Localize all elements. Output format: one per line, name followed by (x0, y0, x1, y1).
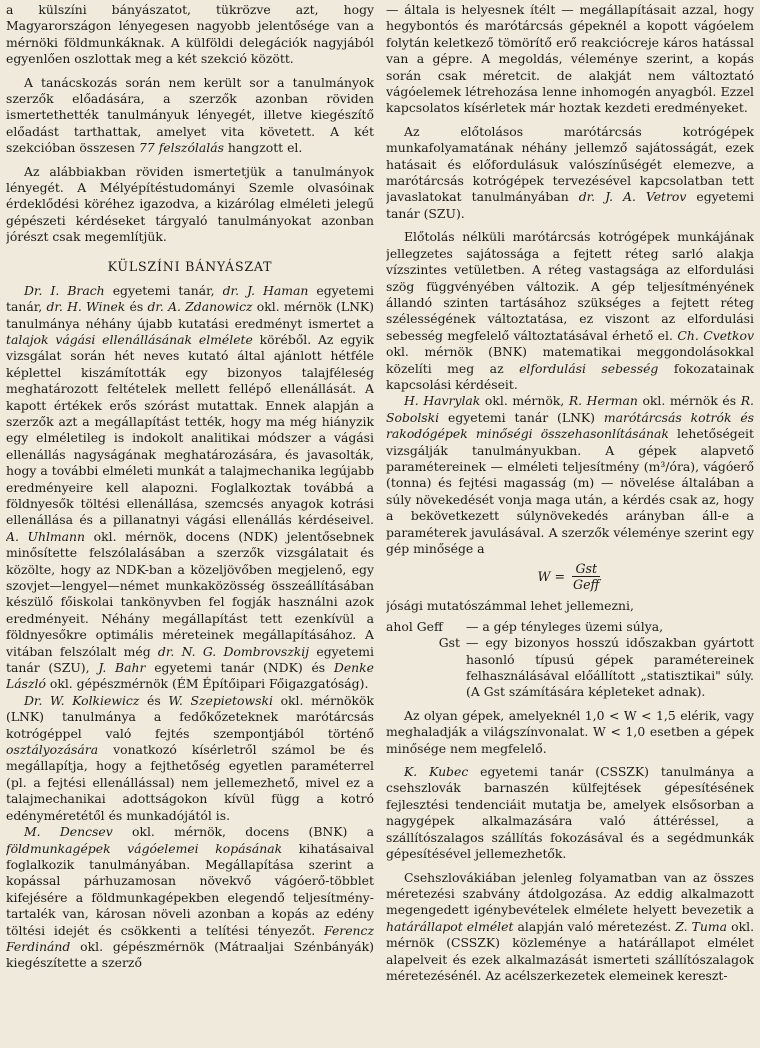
emphasis: dr. H. Winek (46, 299, 126, 315)
paragraph (386, 764, 754, 862)
emphasis: H. Havrylak (404, 393, 481, 409)
paragraph (386, 870, 754, 985)
text-run: egyetemi tanár (CSSZK) tanulmánya a csehszlovák barnaszén külfejtések gépesítésének fejlesztési tendenciáit mutatja be, amelyek elsősorban a nagygépek alkalmazására való áttéréssel, a szállítószalagos szállítás fokozásával és a segédmunkák gépesítésével jellemezhetők. (386, 764, 754, 862)
paragraph: — általa is helyesnek ítélt — megállapításait azzal, hogy hegybontós és marótárcsás gépeknél a kopott vágóelem folytán keletkező tömörítő erő reakciócreje káros hatással van a gépre. A megoldás, véleménye szerint, a kopás során csak méretcit. de alakját nem változtató vágóelemek létrehozása lenne inhomogén anyagból. Ezzel kapcsolatos kísérletek már hoztak kezdeti eredményeket. (386, 2, 754, 116)
text-run: Az előtolásos marótárcsás kotrógépek munkafolyamatának néhány jellemző sajátosságát, ezek hatásait és előfordulásuk valószínűségét elemezve, a marótárcsás kotrógépek tervezésével kapcsolatban tett javaslatokat tanulmányában (386, 123, 754, 205)
emphasis: Denke László (6, 660, 374, 692)
formula-lhs: W = (537, 569, 566, 585)
emphasis: dr. A. Zdanowicz (147, 299, 253, 315)
definition-term: Gst (438, 635, 460, 651)
formula-fraction (570, 561, 602, 592)
text-run: egyetemi tanár (SZU), (6, 643, 374, 676)
text-run: okl. gépészmérnök (Mátraaljai Szénbányák) kiegészítette a szerző (6, 938, 374, 971)
emphasis: W. Szepietowski (168, 692, 273, 708)
paragraph: Az olyan gépek, amelyeknél 1,0 < W < 1,5 elérik, vagy meghaladják a világszínvonalat. W < 1,0 esetben a gépek minősége nem megfelelő. (386, 707, 754, 756)
paragraph (6, 824, 374, 972)
paragraph (386, 393, 754, 557)
definition-desc: — a gép tényleges üzemi súlya, (466, 618, 664, 634)
emphasis: dr. N. G. Dombrovszkij (157, 643, 310, 659)
section-heading: KÜLSZÍNI BÁNYÁSZAT (107, 258, 273, 274)
text-run: okl. gépészmérnök (ÉM Építőipari Főigazgatóság). (45, 676, 369, 692)
definition-list (386, 619, 754, 701)
formula-numerator: Gst (572, 561, 600, 577)
formula-denominator: Geff (573, 577, 600, 593)
emphasis: osztályozására (6, 742, 99, 758)
emphasis: határállapot elmélet (386, 918, 514, 934)
paragraph: A tanácskozás során nem került sor a tanulmányok szerzők előadására, a szerzők azonban röviden ismertethették tanulmányuk lényegét, illetve kiegészítő előadást tarthattak, amelyet vita követett. A két szekcióban összesen 77 felszólalás hangzott el. (6, 74, 374, 156)
emphasis: Dr. I. Brach (24, 282, 105, 298)
text-run: és (139, 692, 169, 708)
text-run: köréből. Az egyik vizsgálat során hét neves kutató által ajánlott hétféle képlettel kiszámították egy bizonyos talajféleség meghatározott feltételek mellett fellépő ellenállását. A kapott értékek erős szórást mutattak. Ennek alapján a szerzők azt a megállapítást tették, hogy ma még hiányzik egy elméletileg is indokolt analitikai módszer a vágási ellenállás nagyságának meghatározására, és javasolták, hogy a további elméleti munkát a talajmechanika legújabb eredményeire kell alapozni. Foglalkoztak továbbá a földnyesők töltési ellenállása, szemcsés anyagok kotrási ellenállása és a pillanatnyi vágási ellenállás kérdéseivel. (6, 331, 374, 528)
quality-formula (386, 561, 754, 592)
text-run: okl. mérnök, docens (NDK) jelentősebnek minősítette felszólalásában a szerzők vizsgálatait és közölte, hogy az NDK-ban a közeljövőben megjelenő, egy szovjet—lengyel—német munkaközösség összeállításában készülő főiskolai tankönyvben fel fogják használni azok eredményeit. Néhány megállapítást tett ezenkívül a földnyesőkre optimális méreteinek megállapításához. A vitában felszólalt még (6, 528, 374, 659)
left-column (6, 2, 374, 1048)
paragraph: jósági mutatószámmal lehet jellemezni, (386, 598, 634, 614)
definition-row (386, 635, 754, 701)
paragraph: Az alábbiakban röviden ismertetjük a tanulmányok lényegét. A Mélyépítéstudományi Szemle olvasóinak érdeklődési köréhez igazodva, a kizárólag elméleti jelegű gépészeti kérdéseket tárgyaló tanulmányokat azonban jórészt csak megemlítjük. (6, 163, 374, 245)
emphasis: M. Dencsev (24, 824, 113, 840)
emphasis: földmunkagépek vágóelemei kopásának (6, 840, 283, 856)
text-run: vonatkozó kísérletről számol be és megállapítja, hogy a fejthetőség egyetlen paraméterrel (pl. a fejtési ellenállással) nem jellemezhető, mivel ez a talajmechanikai adottságokon kívül függ a kotró edényméretétől és munkadójától is. (6, 742, 374, 823)
paragraph: a külszíni bányászatot, tükrözve azt, hogy Magyarországon lényegesen nagyobb jelentősége van a mérnöki földmunkáknak. A külföldi delegációk nagyjából egyenlően oszlottak meg a két szekció között. (6, 2, 374, 67)
text-run: Csehszlovákiában jelenleg folyamatban van az összes méretezési szabvány átdolgozása. Az eddig alkalmazott megengedett igénybevételek elmélete helyett bevezetik a (386, 869, 754, 918)
emphasis: dr. J. A. Vetrov (578, 189, 687, 205)
text-run: alapján való méretezést. (513, 918, 676, 934)
emphasis: K. Kubec (404, 764, 469, 780)
definition-row (386, 619, 754, 635)
emphasis: dr. J. Haman (222, 282, 309, 298)
paragraph (6, 283, 374, 693)
text-run: kihatásaival foglalkozik tanulmányában. Megállapítása szerint a kopással párhuzamosan növekvő vágóerő-többlet kifejésére a földmunkagépekben elegendő teljesítmény-tartalék van, károsan növeli azonban a kopás az edény töltési idejét és csökkenti a telítési tényezőt. (6, 840, 374, 938)
text-run: egyetemi tanár (SZU). (386, 189, 754, 221)
text-run: fokozatainak kapcsolási kérdéseit. (386, 360, 754, 392)
definition-term: ahol Geff (386, 618, 443, 634)
text-run: egyetemi tanár (NDK) és (145, 660, 334, 676)
text-run: egyetemi tanár, (104, 282, 223, 298)
emphasis: Ch. Cvetkov (677, 327, 754, 343)
text-run: okl. mérnök (LNK) tanulmánya néhány újabb kutatási eredményt ismertet a (6, 299, 374, 331)
text-run: okl. mérnök, (480, 393, 569, 409)
emphasis: elfordulási sebesség (519, 360, 659, 376)
definition-desc: — egy bizonyos hosszú időszakban gyártott hasonló típusú gépek paramétereinek felhasználásával előállított „statisztikai" súly. (A Gst számítására képleteket adnak). (466, 635, 754, 700)
emphasis: 77 felszólalás (138, 140, 224, 156)
text-run: okl. mérnök és (637, 393, 741, 409)
text-run: és (125, 299, 148, 315)
text-run: egyetemi tanár, (6, 282, 374, 315)
paragraph (386, 229, 754, 393)
emphasis: talajok vágási ellenállásának elmélete (6, 331, 253, 347)
emphasis: R. Herman (568, 393, 638, 409)
text-run: okl. mérnök, docens (BNK) a (112, 824, 374, 840)
text-run: egyetemi tanár (LNK) (439, 409, 604, 425)
text-run: okl. mérnök (BNK) matematikai meggondolásokkal közelíti meg az (386, 344, 754, 376)
text-run: lehetőségeit vizsgálják tanulmányukban. A gépek alapvető paramétereinek — elméleti teljesítmény (m³/óra), vágóerő (tonna) és fejtési magasság (m) — növelése általában a súly növekedését vonja maga után, a kérdés csak az, hogy a bekövetkezett súlynövekedés arányban áll-e a paraméterek javulásával. A szerzők véleménye szerint egy gép minősége a (386, 426, 754, 556)
text-run: okl. mérnökök (LNK) tanulmánya a fedőkőzeteknek marótárcsás kotrógéppel való fejtés szempontjából történő (6, 692, 374, 741)
right-column (386, 2, 754, 1048)
emphasis: A. Uhlmann (6, 528, 86, 544)
emphasis: Ferencz Ferdinánd (6, 922, 374, 954)
emphasis: marótárcsás kotrók és rakodógépek minőségi összehasonlításának (386, 409, 754, 442)
paragraph (386, 124, 754, 222)
paragraph (6, 693, 374, 824)
text-run: okl. mérnök (CSSZK) közleménye a határállapot elmélet alapelveit és ezek alkalmazását ismerteti szállítószalagok méretezésénél. Az acélszerkezetek elemeinek kereszt- (386, 918, 754, 983)
emphasis: R. Sobolski (386, 393, 754, 425)
text-run: Előtolás nélküli marótárcsás kotrógépek munkájának jellegzetes sajátossága a fejtett réteg sarló alakja vízszintes vetületben. A réteg vastagsága az elfordulási szög függvényében változik. A gép teljesítményének állandó szinten tartásához szükséges a fejtett réteg szélességének változtatása, ez viszont az elfordulási sebesség megfelelő változtatásával érhető el. (386, 229, 754, 343)
emphasis: Z. Tuma (675, 918, 728, 934)
emphasis: J. Bahr (98, 660, 146, 676)
emphasis: Dr. W. Kolkiewicz (24, 692, 140, 708)
